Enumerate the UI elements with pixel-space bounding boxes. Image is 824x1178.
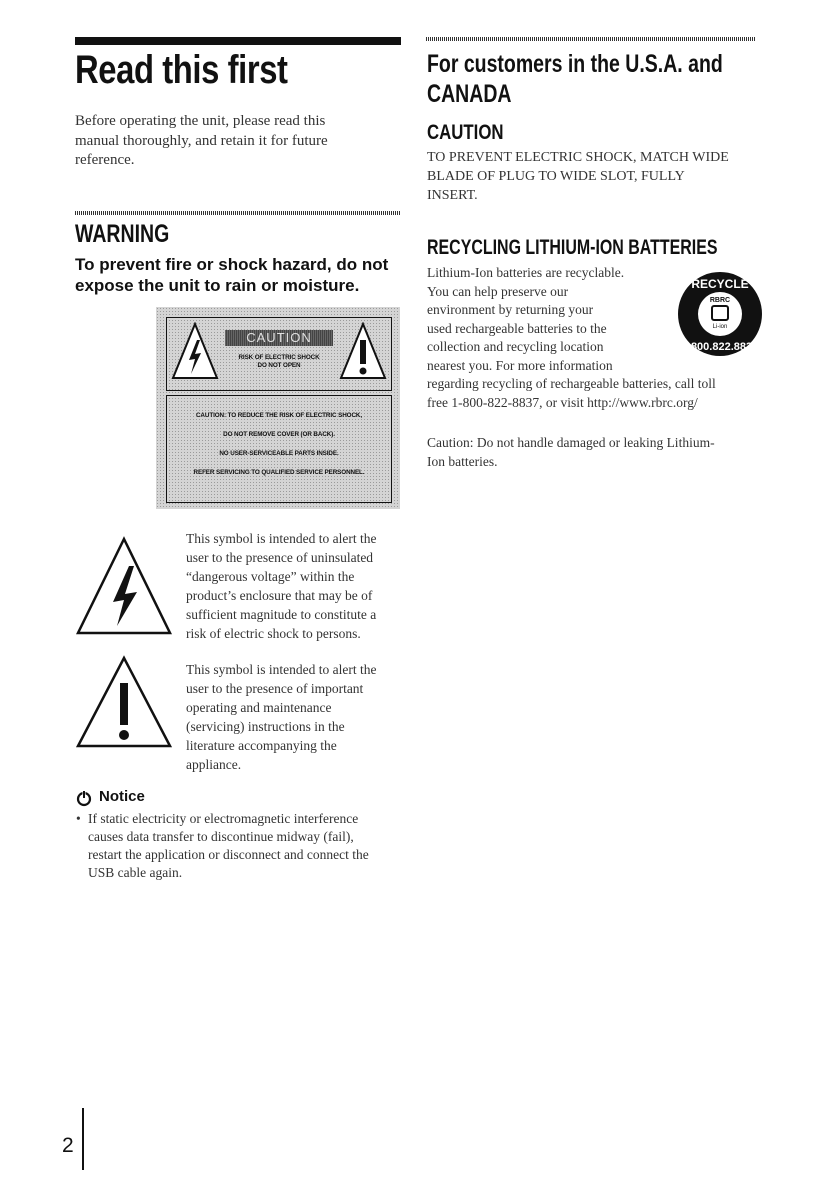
caution-label-bottom [166, 395, 392, 503]
recycling-heading: RECYCLING LITHIUM-ION BATTERIES [427, 236, 718, 259]
exclamation-warning-icon [339, 322, 387, 380]
label-line: REFER SERVICING TO QUALIFIED SERVICE PERSONNEL. [193, 469, 365, 476]
label-line: NO USER-SERVICEABLE PARTS INSIDE. [219, 450, 339, 457]
notice-bullet: • [76, 811, 81, 826]
notice-heading: Notice [99, 788, 145, 805]
symbol2-description: This symbol is intended to alert the user to the presence of important operating and maintenance (servicing) instructions in the literature accompanying the appliance. [186, 662, 377, 772]
us-canada-heading: For customers in the U.S.A. and CANADA [427, 50, 723, 108]
warning-heading: WARNING [75, 220, 170, 248]
seal-top-text: RECYCLE [691, 277, 749, 291]
dotted-divider [75, 211, 401, 215]
label-line: DO NOT REMOVE COVER (OR BACK). [223, 431, 335, 438]
caution-banner: CAUTION [225, 330, 333, 346]
page-number: 2 [62, 1134, 74, 1157]
page-title: Read this first [75, 48, 288, 92]
notice-text: If static electricity or electromagnetic interference causes data transfer to discontinue midway (fail), restart the application or disconnect and connect the USB cable again. [88, 811, 369, 880]
recycling-text: Lithium-Ion batteries are recyclable. You can help preserve our environment by returning your used rechargeable batteries to the collection and recycling location nearest you. For more information regarding recycling of rechargeable batteries, call toll free 1-800-822-8837, or visit http://www.rbrc.org/ [427, 265, 716, 410]
label-line: CAUTION: TO REDUCE THE RISK OF ELECTRIC SHOCK, [195, 412, 362, 419]
title-rule [75, 37, 401, 45]
caution-heading: CAUTION [427, 121, 504, 144]
page-number-rule [82, 1108, 84, 1170]
seal-bottom-text: 1.800.822.8837 [681, 341, 759, 353]
rbrc-recycle-seal-icon [676, 270, 764, 358]
seal-li-text: Li-ion [712, 324, 728, 330]
warning-subheading: To prevent fire or shock hazard, do not expose the unit to rain or moisture. [75, 255, 389, 295]
lightning-warning-icon [171, 322, 219, 380]
caution-note: Caution: Do not handle damaged or leaking Lithium- Ion batteries. [427, 435, 715, 469]
risk-line: RISK OF ELECTRIC SHOCK [238, 354, 320, 361]
exclamation-symbol-icon [75, 655, 173, 749]
caution-label [156, 307, 400, 509]
lightning-symbol-icon [75, 536, 173, 636]
dotted-divider-right [426, 37, 756, 41]
symbol1-description: This symbol is intended to alert the user to the presence of uninsulated “dangerous voltage” within the product’s enclosure that may be of sufficient magnitude to constitute a risk of electric shock to persons. [186, 531, 377, 641]
caution-label-top [166, 317, 392, 391]
seal-rbrc-text: RBRC [709, 297, 731, 304]
notice-icon [76, 791, 92, 807]
intro-paragraph: Before operating the unit, please read this manual thoroughly, and retain it for future reference. [75, 113, 328, 168]
risk-line: DO NOT OPEN [257, 362, 301, 369]
caution-text: TO PREVENT ELECTRIC SHOCK, MATCH WIDE BLADE OF PLUG TO WIDE SLOT, FULLY INSERT. [427, 150, 729, 203]
